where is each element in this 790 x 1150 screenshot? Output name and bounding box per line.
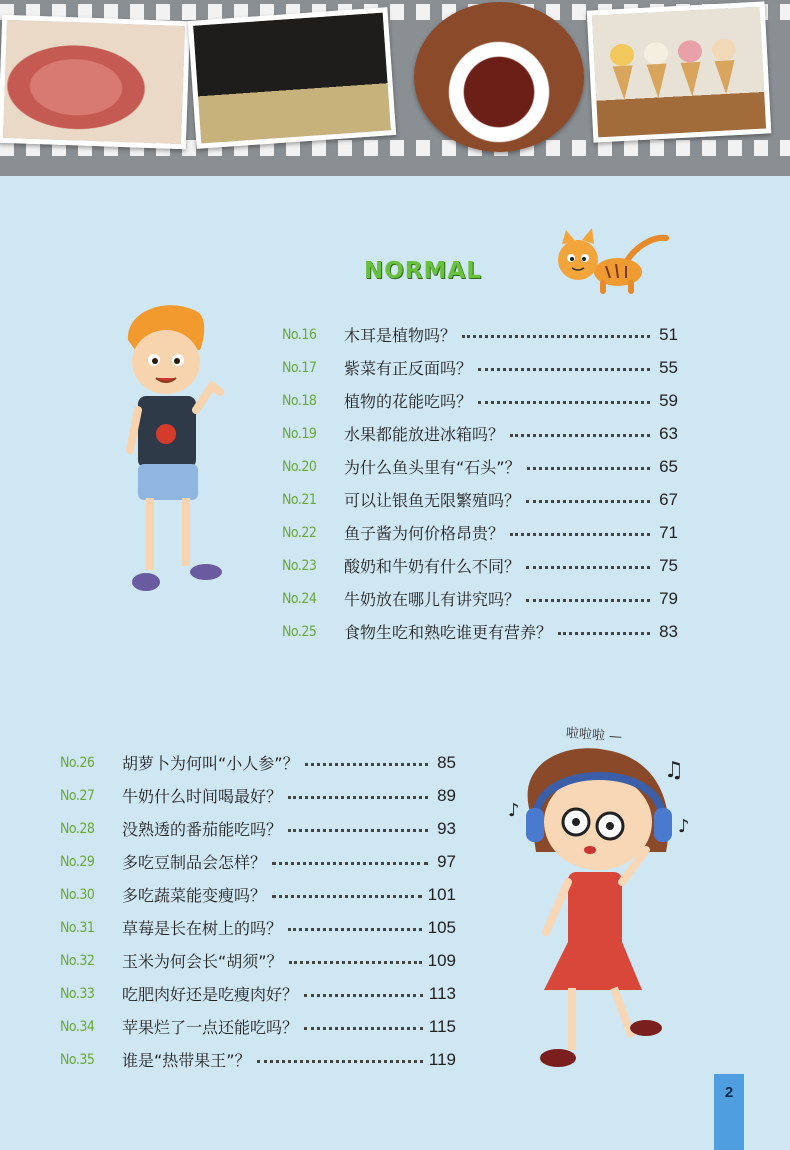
dot-leader bbox=[304, 994, 423, 997]
section-heading: NORMAL bbox=[364, 258, 482, 284]
toc-entry[interactable] bbox=[60, 812, 456, 845]
entry-title: 酸奶和牛奶有什么不同？ bbox=[344, 557, 521, 576]
entry-title: 多吃豆制品会怎样？ bbox=[122, 853, 267, 872]
entry-page: 97 bbox=[437, 851, 456, 871]
toc-entry[interactable] bbox=[282, 450, 678, 483]
girl-with-headphones-illustration bbox=[506, 722, 702, 1074]
dot-leader bbox=[526, 566, 650, 569]
dot-leader bbox=[272, 895, 422, 898]
entry-number: No.21 bbox=[282, 491, 317, 508]
entry-number: No.31 bbox=[60, 919, 95, 936]
dot-leader bbox=[527, 467, 650, 470]
toc-entry[interactable] bbox=[282, 615, 678, 648]
toc-entry[interactable] bbox=[60, 1010, 456, 1043]
entry-title: 木耳是植物吗？ bbox=[344, 326, 457, 345]
ice-cream-cone bbox=[645, 42, 668, 93]
entry-title: 谁是“热带果王”？ bbox=[122, 1051, 251, 1070]
dot-leader bbox=[304, 1027, 423, 1030]
dot-leader bbox=[288, 928, 422, 931]
toc-entry[interactable] bbox=[282, 351, 678, 384]
dot-leader bbox=[510, 533, 650, 536]
entry-title: 牛奶什么时间喝最好？ bbox=[122, 787, 283, 806]
entry-number: No.16 bbox=[282, 326, 317, 343]
toc-entry[interactable] bbox=[60, 944, 456, 977]
entry-title: 草莓是长在树上的吗？ bbox=[122, 919, 283, 938]
page-number-tab bbox=[714, 1074, 744, 1150]
entry-page: 109 bbox=[427, 950, 456, 970]
toc-entry[interactable] bbox=[60, 977, 456, 1010]
dot-leader bbox=[305, 763, 428, 766]
dot-leader bbox=[288, 829, 428, 832]
toc-entry[interactable] bbox=[282, 516, 678, 549]
entry-page: 93 bbox=[437, 818, 456, 838]
entry-title: 可以让银鱼无限繁殖吗？ bbox=[344, 491, 521, 510]
entry-page: 75 bbox=[659, 555, 678, 575]
music-note-icon: ♪ bbox=[508, 800, 520, 821]
film-strip-header bbox=[0, 0, 790, 176]
entry-number: No.34 bbox=[60, 1018, 95, 1035]
entry-page: 65 bbox=[659, 456, 678, 476]
dot-leader bbox=[478, 368, 650, 371]
entry-page: 79 bbox=[659, 588, 678, 608]
entry-number: No.28 bbox=[60, 820, 95, 837]
tiger-cat-illustration bbox=[554, 226, 672, 298]
entry-title: 没熟透的番茄能吃吗？ bbox=[122, 820, 283, 839]
entry-number: No.35 bbox=[60, 1051, 95, 1068]
entry-title: 为什么鱼头里有“石头”？ bbox=[344, 458, 521, 477]
entry-page: 83 bbox=[659, 621, 678, 641]
dot-leader bbox=[526, 599, 650, 602]
ice-cream-cone bbox=[713, 38, 736, 89]
toc-entry[interactable] bbox=[60, 845, 456, 878]
toc-entry[interactable] bbox=[60, 779, 456, 812]
entry-title: 吃肥肉好还是吃瘦肉好？ bbox=[122, 985, 299, 1004]
entry-page: 67 bbox=[659, 489, 678, 509]
music-note-icon: ♪ bbox=[678, 816, 690, 837]
entry-number: No.20 bbox=[282, 458, 317, 475]
toc-entry[interactable] bbox=[282, 549, 678, 582]
toc-entry[interactable] bbox=[282, 318, 678, 351]
toc-entry[interactable] bbox=[282, 417, 678, 450]
entry-page: 101 bbox=[427, 884, 456, 904]
entry-number: No.32 bbox=[60, 952, 95, 969]
entry-title: 紫菜有正反面吗？ bbox=[344, 359, 473, 378]
dot-leader bbox=[510, 434, 650, 437]
entry-number: No.17 bbox=[282, 359, 317, 376]
entry-page: 115 bbox=[428, 1016, 456, 1036]
entry-page: 55 bbox=[659, 357, 678, 377]
entry-number: No.24 bbox=[282, 590, 317, 607]
dot-leader bbox=[526, 500, 650, 503]
music-note-icon: ♫ bbox=[664, 758, 684, 783]
entry-title: 植物的花能吃吗？ bbox=[344, 392, 473, 411]
ice-cream-cone bbox=[611, 43, 634, 94]
dot-leader bbox=[272, 862, 428, 865]
photo-raw-meat bbox=[0, 15, 190, 149]
page-number: 2 bbox=[724, 1084, 734, 1101]
entry-title: 食物生吃和熟吃谁更有营养？ bbox=[344, 623, 553, 642]
entry-number: No.23 bbox=[282, 557, 317, 574]
dot-leader bbox=[478, 401, 650, 404]
entry-page: 51 bbox=[659, 324, 678, 344]
entry-number: No.29 bbox=[60, 853, 95, 870]
photo-soup-bowl bbox=[414, 2, 584, 152]
dot-leader bbox=[289, 961, 422, 964]
toc-entry[interactable] bbox=[60, 746, 456, 779]
entry-page: 119 bbox=[428, 1049, 456, 1069]
toc-list-second bbox=[60, 746, 456, 1076]
entry-number: No.33 bbox=[60, 985, 95, 1002]
entry-title: 多吃蔬菜能变瘦吗？ bbox=[122, 886, 267, 905]
entry-number: No.26 bbox=[60, 754, 95, 771]
dot-leader bbox=[558, 632, 650, 635]
entry-number: No.22 bbox=[282, 524, 317, 541]
toc-entry[interactable] bbox=[282, 384, 678, 417]
entry-title: 鱼子酱为何价格昂贵？ bbox=[344, 524, 505, 543]
entry-number: No.30 bbox=[60, 886, 95, 903]
dot-leader bbox=[288, 796, 428, 799]
sound-effect-text: 啦啦啦 — bbox=[565, 726, 623, 745]
photo-soy-sauce bbox=[188, 7, 396, 149]
entry-number: No.27 bbox=[60, 787, 95, 804]
entry-title: 牛奶放在哪儿有讲究吗？ bbox=[344, 590, 521, 609]
entry-number: No.25 bbox=[282, 623, 317, 640]
toc-entry[interactable] bbox=[282, 582, 678, 615]
entry-page: 71 bbox=[659, 522, 678, 542]
entry-title: 水果都能放进冰箱吗？ bbox=[344, 425, 505, 444]
entry-page: 85 bbox=[437, 752, 456, 772]
toc-entry[interactable] bbox=[60, 911, 456, 944]
entry-page: 63 bbox=[659, 423, 678, 443]
boy-illustration bbox=[108, 300, 240, 600]
entry-page: 113 bbox=[428, 983, 456, 1003]
toc-entry[interactable] bbox=[60, 1043, 456, 1076]
entry-page: 89 bbox=[437, 785, 456, 805]
entry-title: 苹果烂了一点还能吃吗？ bbox=[122, 1018, 299, 1037]
entry-title: 玉米为何会长“胡须”？ bbox=[122, 952, 283, 971]
dot-leader bbox=[462, 335, 650, 338]
toc-entry[interactable] bbox=[282, 483, 678, 516]
toc-list-normal bbox=[282, 318, 678, 648]
entry-page: 105 bbox=[427, 917, 456, 937]
entry-title: 胡萝卜为何叫“小人参”？ bbox=[122, 754, 299, 773]
entry-number: No.18 bbox=[282, 392, 317, 409]
entry-number: No.19 bbox=[282, 425, 317, 442]
entry-page: 59 bbox=[659, 390, 678, 410]
ice-cream-cone bbox=[679, 40, 702, 91]
dot-leader bbox=[257, 1060, 423, 1063]
toc-entry[interactable] bbox=[60, 878, 456, 911]
photo-ice-cream-cones bbox=[587, 1, 772, 142]
